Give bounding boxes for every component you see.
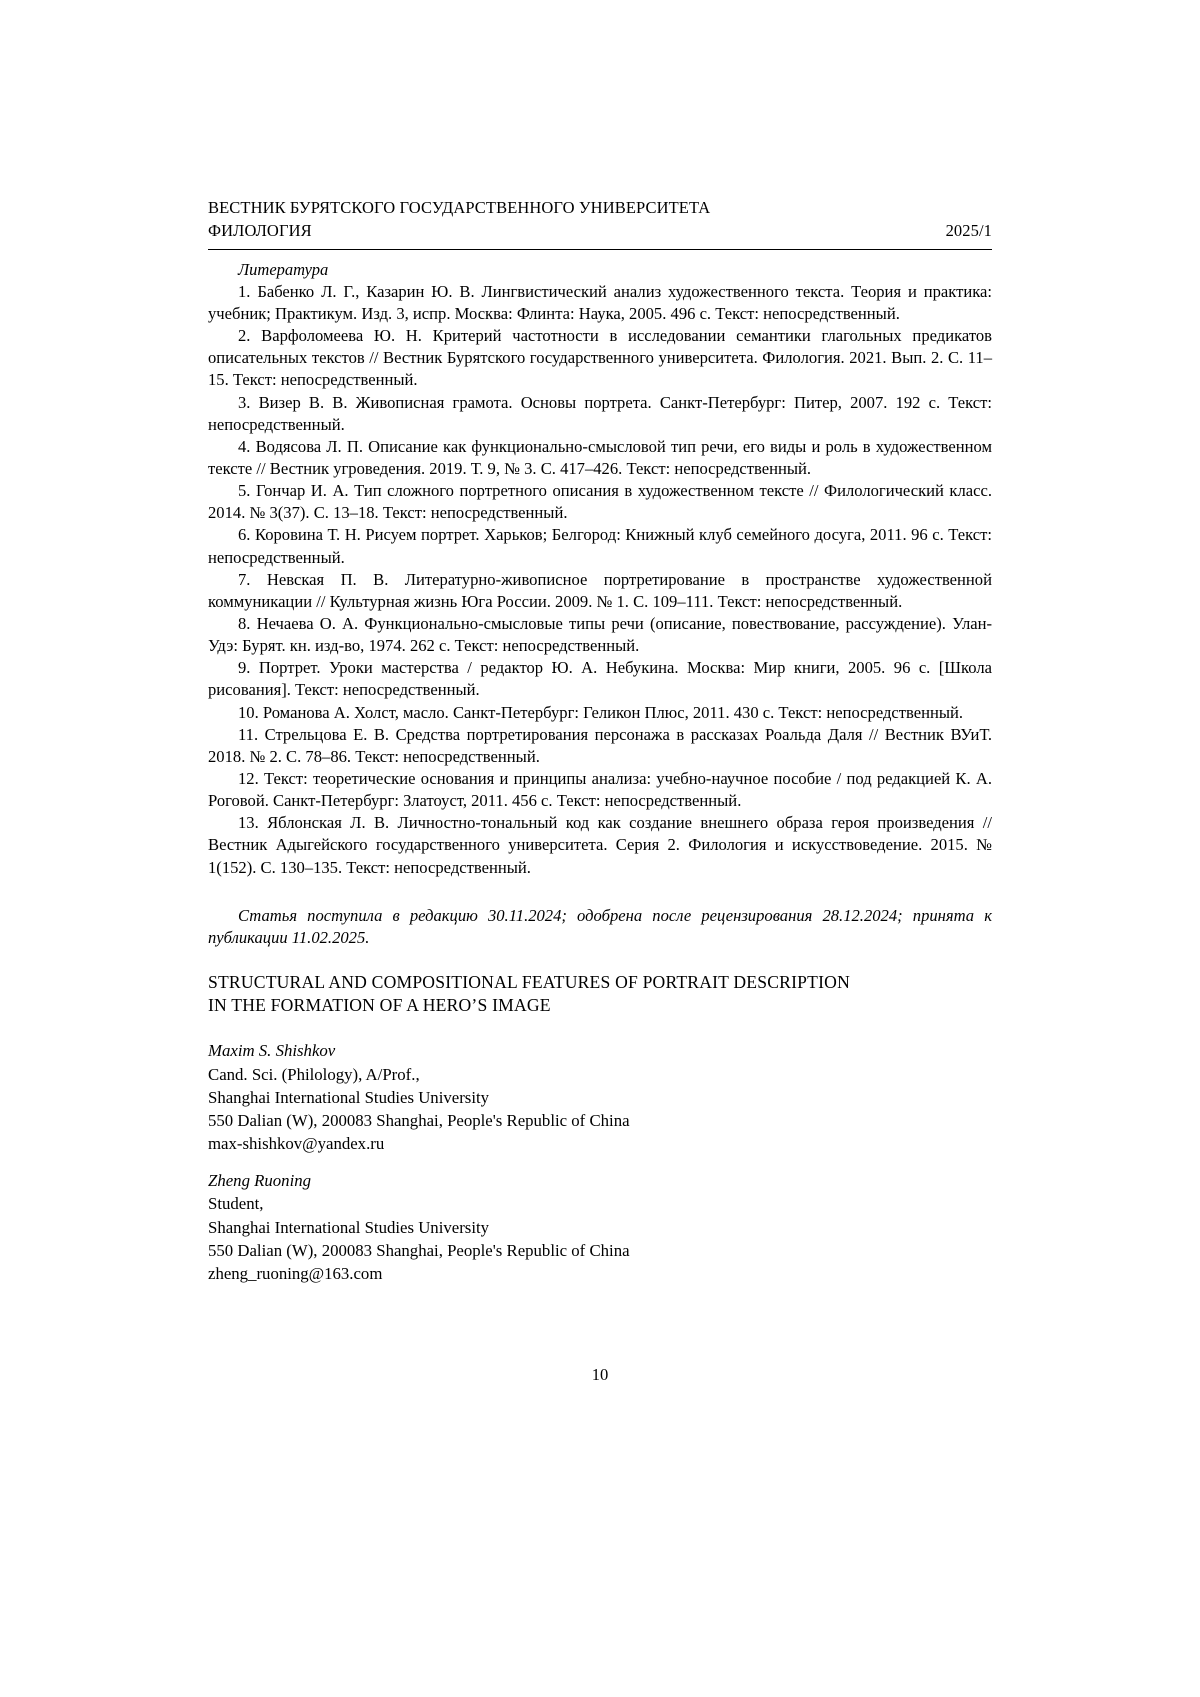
author-name: Zheng Ruoning [208,1171,312,1191]
english-title-line-1: STRUCTURAL AND COMPOSITIONAL FEATURES OF PORTRAIT DESCRIPTION [208,971,850,992]
author-block [208,1169,992,1285]
author-email: zheng_ruoning@163.com [208,1263,383,1283]
author-name: Maxim S. Shishkov [208,1041,336,1061]
reference-item: 10. Романова А. Холст, масло. Санкт-Петербург: Геликон Плюс, 2011. 430 с. Текст: непосредственный. [238,702,964,722]
reference-item: 13. Яблонская Л. В. Личностно-тональный код как создание внешнего образа героя произведения // Вестник Адыгейского государственного университета. Серия 2. Филология и искусствоведение. 2015. № 1(152). С. 130–135. Текст: непосредственный. [208,813,992,877]
author-block [208,1039,992,1155]
author-affiliation-university: Shanghai International Studies University [208,1217,490,1237]
author-affiliation-degree: Student, [208,1194,264,1214]
reference-item: 3. Визер В. В. Живописная грамота. Основы портрета. Санкт-Петербург: Питер, 2007. 192 с. Текст: непосредственный. [208,392,992,434]
reference-item: 6. Коровина Т. Н. Рисуем портрет. Харьков; Белгород: Книжный клуб семейного досуга, 2011. 96 с. Текст: непосредственный. [208,525,992,567]
author-email: max-shishkov@yandex.ru [208,1134,385,1154]
page-number: 10 [591,1365,609,1384]
submission-note: Статья поступила в редакцию 30.11.2024; одобрена после рецензирования 28.12.2024; принята к публикации 11.02.2025. [208,905,992,947]
reference-item: 1. Бабенко Л. Г., Казарин Ю. В. Лингвистический анализ художественного текста. Теория и практика: учебник; Практикум. Изд. 3, испр. Москва: Флинта: Наука, 2005. 496 с. Текст: непосредственный. [208,281,992,323]
reference-item: 12. Текст: теоретические основания и принципы анализа: учебно-научное пособие / под редакцией К. А. Роговой. Санкт-Петербург: Златоуст, 2011. 456 с. Текст: непосредственный. [208,768,992,811]
reference-item: 7. Невская П. В. Литературно-живописное портретирование в пространстве художественной коммуникации // Культурная жизнь Юга России. 2009. № 1. С. 109–111. Текст: непосредственный. [208,569,992,611]
header-divider [208,249,992,250]
reference-item: 11. Стрельцова Е. В. Средства портретирования персонажа в рассказах Роальда Даля // Вестник ВУиТ. 2018. № 2. С. 78–86. Текст: непосредственный. [208,724,992,766]
reference-item: 5. Гончар И. А. Тип сложного портретного описания в художественном тексте // Филологический класс. 2014. № 3(37). С. 13–18. Текст: непосредственный. [208,481,992,523]
author-address: 550 Dalian (W), 200083 Shanghai, People's Republic of China [208,1240,630,1260]
reference-item: 9. Портрет. Уроки мастерства / редактор Ю. А. Небукина. Москва: Мир книги, 2005. 96 с. [Школа рисования]. Текст: непосредственный. [208,658,992,700]
english-title-line-2: IN THE FORMATION OF A HERO’S IMAGE [208,995,551,1016]
author-address: 550 Dalian (W), 200083 Shanghai, People's Republic of China [208,1110,630,1130]
issue-number: 2025/1 [945,221,992,241]
journal-title: ВЕСТНИК БУРЯТСКОГО ГОСУДАРСТВЕННОГО УНИВЕРСИТЕТА [208,198,711,217]
author-affiliation-degree: Cand. Sci. (Philology), A/Prof., [208,1064,420,1084]
reference-item: 8. Нечаева О. А. Функционально-смысловые типы речи (описание, повествование, рассуждение). Улан-Удэ: Бурят. кн. изд-во, 1974. 262 с. Текст: непосредственный. [208,613,992,656]
references-heading: Литература [238,259,329,279]
reference-item: 4. Водясова Л. П. Описание как функционально-смысловой тип речи, его виды и роль в художественном тексте // Вестник угроведения. 2019. Т. 9, № 3. С. 417–426. Текст: непосредственный. [208,436,992,478]
author-affiliation-university: Shanghai International Studies University [208,1087,490,1107]
running-head [208,196,992,243]
journal-section: ФИЛОЛОГИЯ [208,221,312,241]
reference-item: 2. Варфоломеева Ю. Н. Критерий частотности в исследовании семантики глагольных предикатов описательных текстов // Вестник Бурятского государственного университета. Филология. 2021. Вып. 2. С. 11–15. Текст: непосредственный. [208,326,992,390]
